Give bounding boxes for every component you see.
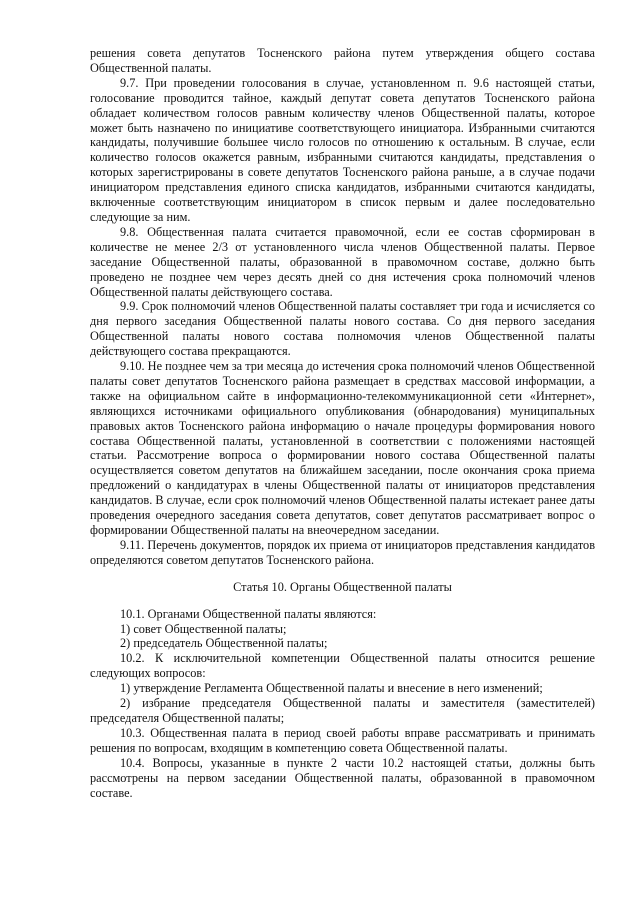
- list-item-council: 1) совет Общественной палаты;: [120, 621, 287, 636]
- list-item-regulations: 1) утверждение Регламента Общественной палаты и внесение в него изменений;: [120, 681, 543, 696]
- paragraph-9-11: 9.11. Перечень документов, порядок их приема от инициаторов представления кандидатов определяются советом депутатов Тосненского района.: [90, 537, 595, 567]
- paragraph-9-8: 9.8. Общественная палата считается правомочной, если ее состав сформирован в количестве не менее 2/3 от установленного числа членов Общественной палаты. Первое заседание Общественной палаты, образованной в правомочном составе, должно быть проведено не позднее чем через десять дней со дня истечения срока полномочий членов Общественной палаты действующего состава.: [90, 224, 595, 299]
- paragraph-9-7: 9.7. При проведении голосования в случае, установленном п. 9.6 настоящей статьи, голосование проводится тайное, каждый депутат совета депутатов Тосненского района обладает количеством голосов равным количеству членов Общественной палаты, которое может быть назначено по инициативе соответствующего инициатора. Избранными считаются кандидаты, получившие большее число голосов по отношению к остальным. В случае, если количество голосов окажется равным, избранными считаются кандидаты, представления о которых зарегистрированы в совете депутатов Тосненского района раньше, а в случае подачи инициатором представления единого списка кандидатов, избранными считаются кандидаты, включенные соответствующим инициатором в список первым и далее последовательно следующие за ним.: [90, 75, 595, 224]
- paragraph-9-9: 9.9. Срок полномочий членов Общественной палаты составляет три года и исчисляется со дня первого заседания Общественной палаты нового состава. Со дня первого заседания Общественной палаты нового состава полномочия членов Общественной палаты действующего состава прекращаются.: [90, 299, 595, 359]
- paragraph-10-4: 10.4. Вопросы, указанные в пункте 2 части 10.2 настоящей статьи, должны быть рассмотрены на первом заседании Общественной палаты, образованной в правомочном составе.: [90, 755, 595, 800]
- list-item-chairman: 2) председатель Общественной палаты;: [120, 636, 328, 651]
- paragraph-9-10: 9.10. Не позднее чем за три месяца до истечения срока полномочий членов Общественной палаты совет депутатов Тосненского района размещает в средствах массовой информации, а также на официальном сайте в информационно-телекоммуникационной сети «Интернет», являющихся источниками официального опубликования (обнародования) муниципальных правовых актов Тосненского района информацию о начале процедуры формирования нового состава Общественной палаты, установленной в соответствии с положениями настоящей статьи. Рассмотрение вопроса о формировании нового состава Общественной палаты осуществляется советом депутатов на ближайшем заседании, после окончания срока приема предложений о кандидатурах в члены Общественной палаты от инициаторов представления кандидатов. В случае, если срок полномочий членов Общественной палаты истекает ранее даты проведения очередного заседания совета депутатов, совет депутатов рассматривает вопрос о формировании Общественной палаты на внеочередном заседании.: [90, 359, 595, 537]
- paragraph-continuation: решения совета депутатов Тосненского района путем утверждения общего состава Общественной палаты.: [90, 46, 595, 75]
- list-item-election: 2) избрание председателя Общественной палаты и заместителя (заместителей) председателя Общественной палаты;: [90, 696, 595, 725]
- paragraph-10-2: 10.2. К исключительной компетенции Общественной палаты относится решение следующих вопросов:: [90, 651, 595, 681]
- article-10-heading: Статья 10. Органы Общественной палаты: [233, 579, 452, 594]
- paragraph-10-3: 10.3. Общественная палата в период своей работы вправе рассматривать и принимать решения по вопросам, входящим в компетенцию совета Общественной палаты.: [90, 725, 595, 755]
- paragraph-10-1: 10.1. Органами Общественной палаты являются:: [120, 606, 377, 621]
- document-page: [90, 46, 595, 800]
